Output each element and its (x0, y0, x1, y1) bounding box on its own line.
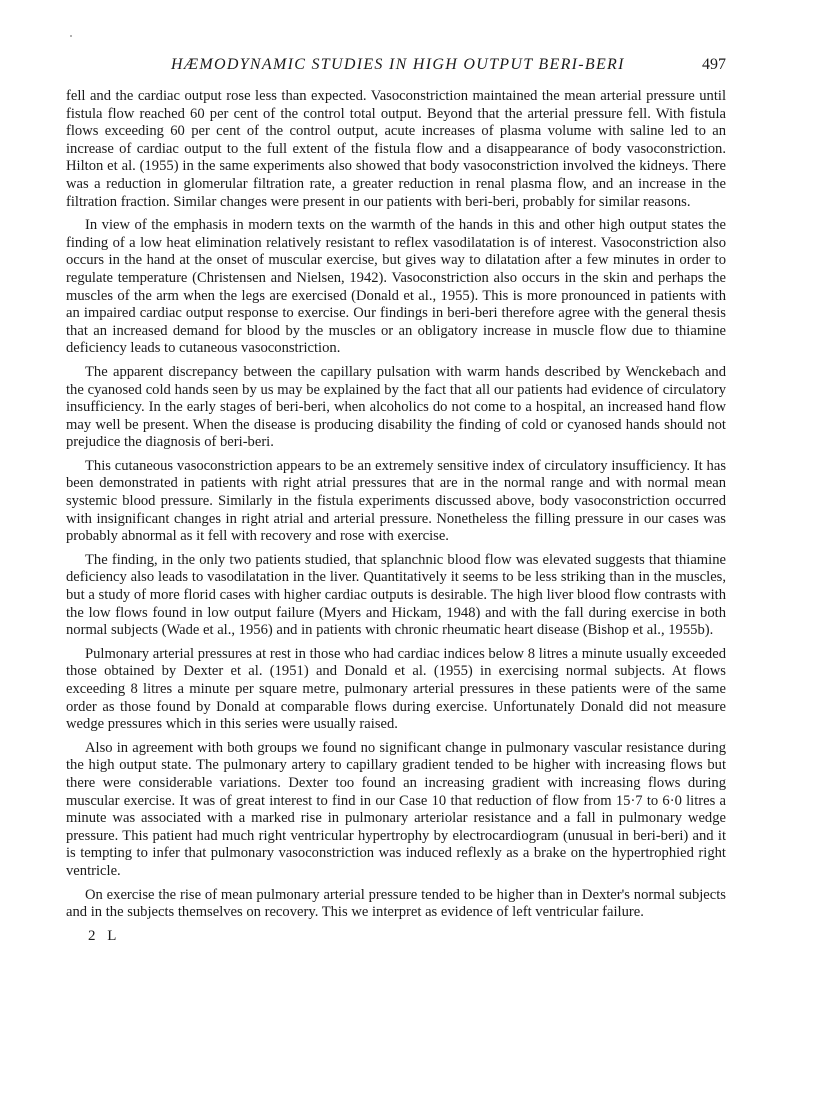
article-body (66, 88, 726, 922)
paragraph-fistula-continuation: fell and the cardiac output rose less than expected. Vasoconstriction maintained the mean arterial pressure until fistula flow reached 60 per cent of the control total output. Beyond that the arterial pressure fell. With fistula flows exceeding 60 per cent of the control output, acute increases of plasma volume with saline led to an increase of cardiac output to the full extent of the fistula flow and a disappearance of body vasoconstriction. Hilton et al. (1955) in the same experiments also showed that body vasoconstriction involved the kidneys. There was a reduction in glomerular filtration rate, a greater reduction in renal plasma flow, and an increase in the filtration fraction. Similar changes were present in our patients with beri-beri, probably for similar reasons. (66, 88, 726, 210)
paragraph-cutaneous-vasoconstriction: This cutaneous vasoconstriction appears to be an extremely sensitive index of circulatory insufficiency. It has been demonstrated in patients with right atrial pressures that are in the normal range and with normal mean systemic blood pressure. Similarly in the fistula experiments discussed above, body vasoconstriction occurred with insignificant changes in right atrial and arterial pressure. Nonetheless the filling pressure in our cases was probably abnormal as it fell with recovery and rose with exercise. (66, 457, 726, 545)
running-title: HÆMODYNAMIC STUDIES IN HIGH OUTPUT BERI-BERI (171, 56, 625, 73)
scan-speck (70, 35, 72, 37)
journal-page (66, 56, 726, 945)
paragraph-capillary-pulsation: The apparent discrepancy between the capillary pulsation with warm hands described by Wenckebach and the cyanosed cold hands seen by us may be explained by the fact that all our patients had evidence of circulatory insufficiency. In the early stages of beri-beri, when alcoholics do not come to a hospital, an increased hand flow may well be present. When the disease is producing disability the finding of cold or cyanosed hands should not prejudice the diagnosis of beri-beri. (66, 363, 726, 451)
paragraph-splanchnic-flow: The finding, in the only two patients studied, that splanchnic blood flow was elevated suggests that thiamine deficiency also leads to vasodilatation in the liver. Quantitatively it seems to be less striking than in the muscles, but a study of more florid cases with higher cardiac outputs is desirable. The high liver blood flow contrasts with the low flows found in low output failure (Myers and Hickam, 1948) and with the fall during exercise in both normal subjects (Wade et al., 1956) and in patients with chronic rheumatic heart disease (Bishop et al., 1955b). (66, 551, 726, 639)
signature-mark: 2 L (88, 927, 121, 944)
paragraph-hand-warmth: In view of the emphasis in modern texts on the warmth of the hands in this and other high output states the finding of a low heat elimination relatively resistant to reflex vasodilatation is of interest. Vasoconstriction also occurs in the hand at the onset of muscular exercise, but gives way to dilatation after a few minutes in order to regulate temperature (Christensen and Nielsen, 1942). Vasoconstriction also occurs in the skin and perhaps the muscles of the arm when the legs are exercised (Donald et al., 1955). This is more pronounced in patients with an impaired cardiac output response to exercise. Our findings in beri-beri therefore agree with the general thesis that an increased demand for blood by the muscles or an obligatory increase in muscle flow due to thiamine deficiency leads to cutaneous vasoconstriction. (66, 217, 726, 357)
page-number: 497 (702, 56, 726, 73)
running-head (66, 56, 726, 80)
paragraph-pulmonary-pressures: Pulmonary arterial pressures at rest in those who had cardiac indices below 8 litres a minute usually exceeded those obtained by Dexter et al. (1951) and Donald et al. (1955) in exercising normal subjects. At flows exceeding 8 litres a minute per square metre, pulmonary arterial pressures in these patients were of the same order as those found by Donald at comparable flows during exercise. Unfortunately Donald did not measure wedge pressures which in this series were usually raised. (66, 645, 726, 733)
paragraph-pulmonary-resistance: Also in agreement with both groups we found no significant change in pulmonary vascular resistance during the high output state. The pulmonary artery to capillary gradient tended to be higher with increasing flows but there were considerable variations. Dexter too found an increasing gradient with increasing flows during muscular exercise. It was of great interest to find in our Case 10 that reduction of flow from 15·7 to 6·0 litres a minute was associated with a marked rise in pulmonary arteriolar resistance and a fall in pulmonary wedge pressure. This patient had much right ventricular hypertrophy by electrocardiogram (unusual in beri-beri) and it is tempting to infer that pulmonary vasoconstriction was induced reflexly as a brake on the hypertrophied right ventricle. (66, 739, 726, 879)
paragraph-exercise-response: On exercise the rise of mean pulmonary arterial pressure tended to be higher than in Dexter's normal subjects and in the subjects themselves on recovery. This we interpret as evidence of left ventricular failure. (66, 886, 726, 921)
